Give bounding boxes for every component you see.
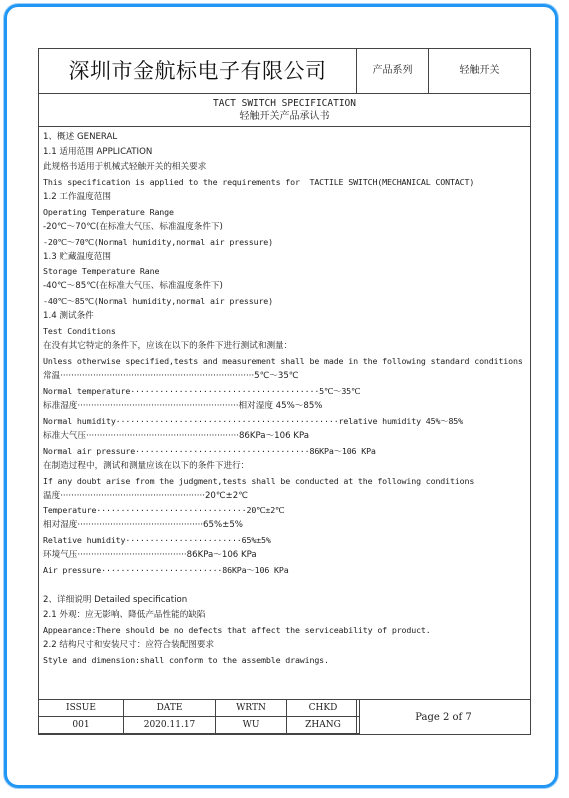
spec-line: Appearance:There should be no defects that affect the serviceability of product.: [43, 624, 431, 635]
spec-line: 标准湿度···························································相对湿度 45%～85%: [43, 400, 323, 411]
spec-line: 1.2 工作温度范围: [43, 191, 111, 202]
revision-header-row: [39, 700, 360, 717]
spec-line: Relative humidity························65%±5%: [43, 535, 271, 546]
spec-line: Style and dimension:shall conform to the assemble drawings.: [43, 654, 329, 665]
footer-block: [39, 699, 530, 735]
spec-line: Temperature·······························20℃±2℃: [43, 505, 285, 516]
spec-line: 标准大气压························································86KPa～106 KPa: [43, 430, 310, 441]
spec-line: -20℃～70℃(Normal humidity,normal air pressure): [43, 236, 273, 247]
spec-line: [43, 578, 529, 593]
spec-line: Normal air pressure····································86KPa～106 KPa: [43, 445, 376, 456]
spec-line: This specification is applied to the requirements for TACTILE SWITCH(MECHANICAL CONTACT): [43, 176, 475, 187]
spec-line: 常温·······································································5℃～35℃: [43, 371, 299, 381]
spec-line: 温度·····················································20℃±2℃: [43, 490, 248, 501]
revision-table: [39, 700, 360, 734]
spec-line: Normal humidity··············································relative humidity 45%～85%: [43, 415, 463, 426]
spec-line: -40℃～85℃(在标准大气压、标准温度条件下): [43, 281, 223, 292]
checked-header: CHKD: [287, 700, 360, 717]
spec-line: Test Conditions: [43, 326, 116, 337]
spec-line: Operating Temperature Range: [43, 206, 174, 217]
spec-line: 在没有其它特定的条件下，应该在以下的条件下进行测试和测量：: [43, 341, 293, 352]
spec-line: 此规格书适用于机械式轻触开关的相关要求: [43, 161, 207, 172]
spec-line: 2.1 外观：应无影响、降低产品性能的缺陷: [43, 610, 206, 620]
product-series-value: 轻触开关: [459, 65, 500, 76]
date-value: 2020.11.17: [124, 717, 216, 734]
spec-line: Storage Temperature Rane: [43, 266, 160, 277]
spec-line: 2、详细说明 Detailed specification: [43, 595, 188, 606]
spec-sheet: [38, 48, 531, 735]
company-name: 深圳市金航标电子有限公司: [39, 49, 357, 93]
spec-line: -20℃～70℃(在标准大气压、标准温度条件下): [43, 221, 223, 232]
spec-line: Air pressure·························86KPa～106 KPa: [43, 565, 289, 576]
spec-line: If any doubt arise from the judgment,tests shall be conducted at the following conditions: [43, 475, 475, 486]
date-header: DATE: [124, 700, 216, 717]
page-number: Page 2 of 7: [356, 700, 530, 735]
spec-line: 在制造过程中，测试和测量应该在以下的条件下进行：: [43, 460, 250, 471]
spec-line: 1、概述 GENERAL: [43, 132, 118, 142]
spec-line: -40℃～85℃(Normal humidity,normal air pressure): [43, 296, 273, 307]
spec-line: 环境气压········································86KPa～106 KPa: [43, 550, 257, 561]
title-chinese: 轻触开关产品承认书: [239, 111, 330, 122]
written-header: WRTN: [216, 700, 287, 717]
sheet-header: [39, 49, 530, 94]
spec-line: 1.1 适用范围 APPLICATION: [43, 146, 153, 157]
title-english: TACT SWITCH SPECIFICATION: [213, 98, 356, 109]
issue-value: 001: [39, 717, 124, 734]
spec-line: 1.3 贮藏温度范围: [43, 251, 111, 262]
spec-line: 2.2 结构尺寸和安装尺寸：应符合装配图要求: [43, 639, 215, 650]
issue-header: ISSUE: [39, 700, 124, 717]
spec-line: 1.4 测试条件: [43, 311, 94, 322]
spec-body: [43, 130, 529, 668]
written-value: WU: [216, 717, 287, 734]
checked-value: ZHANG: [287, 717, 360, 734]
spec-line: Normal temperature·······································5℃～35℃: [43, 385, 361, 396]
product-series-label: 产品系列: [357, 49, 429, 93]
revision-value-row: [39, 717, 360, 734]
spec-line: Unless otherwise specified,tests and measurement shall be made in the following standard conditions: [43, 356, 523, 367]
document-title: [39, 93, 530, 127]
spec-line: 相对湿度··············································65%±5%: [43, 520, 243, 531]
